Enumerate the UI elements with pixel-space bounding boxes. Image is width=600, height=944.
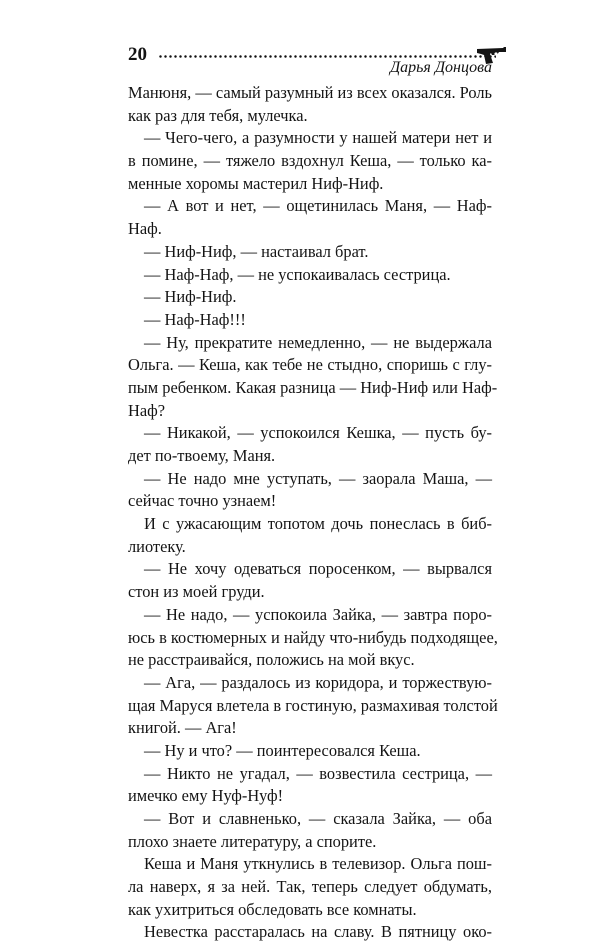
running-header xyxy=(128,44,506,74)
text-line: — Чего-чего, а разумности у нашей матери нет и xyxy=(144,128,492,148)
text-line: Ольга. — Кеша, как тебе не стыдно, споришь с глу- xyxy=(128,355,492,375)
text-line: — Не надо мне уступать, — заорала Маша, — xyxy=(144,468,492,488)
text-line: И с ужасающим топотом дочь понеслась в биб- xyxy=(144,514,492,534)
page-body xyxy=(128,82,498,944)
text-line: Невестка расстаралась на славу. В пятницу око- xyxy=(144,922,492,942)
text-line: — Ну и что? — поинтересовался Кеша. xyxy=(144,740,421,760)
text-line: как ухитриться обследовать все комнаты. xyxy=(128,899,417,919)
text-line: Наф? xyxy=(128,400,166,420)
text-line: — А вот и нет, — ощетинилась Маня, — Наф- xyxy=(144,196,492,216)
text-line: стон из моей груди. xyxy=(128,582,265,602)
text-line: — Вот и славненько, — сказала Зайка, — оба xyxy=(144,809,492,828)
text-line: — Наф-Наф!!! xyxy=(144,309,246,329)
text-line: плохо знаете литературу, а спорите. xyxy=(128,831,377,851)
page-number: 20 xyxy=(128,44,147,65)
text-line: как раз для тебя, мулечка. xyxy=(128,105,308,125)
text-line: Кеша и Маня уткнулись в телевизор. Ольга пош- xyxy=(144,854,492,874)
text-line: — Ниф-Ниф. xyxy=(144,287,237,307)
text-line: — Ниф-Ниф, — настаивал брат. xyxy=(144,241,369,261)
text-line: менные хоромы мастерил Ниф-Ниф. xyxy=(128,173,384,193)
text-line: имечко ему Нуф-Нуф! xyxy=(128,786,284,806)
dotted-rule xyxy=(158,55,496,58)
text-line: юсь в костюмерных и найду что-нибудь подходящее, xyxy=(128,627,498,647)
text-line: книгой. — Ага! xyxy=(128,718,237,738)
text-line: пым ребенком. Какая разница — Ниф-Ниф или Наф- xyxy=(128,377,498,397)
text-line: щая Маруся влетела в гостиную, размахивая толстой xyxy=(128,695,498,715)
text-line: лиотеку. xyxy=(128,536,186,556)
text-line: — Ну, прекратите немедленно, — не выдержала xyxy=(144,332,492,352)
text-line: — Не хочу одеваться поросенком, — вырвался xyxy=(144,559,492,579)
text-line: — Не надо, — успокоила Зайка, — завтра поро- xyxy=(144,604,492,624)
text-line: — Ага, — раздалось из коридора, и торжествую- xyxy=(144,672,492,692)
text-line: дет по-твоему, Маня. xyxy=(128,446,276,465)
text-line: Манюня, — самый разумный из всех оказался. Роль xyxy=(128,83,492,102)
text-line: — Никакой, — успокоился Кешка, — пусть бу- xyxy=(144,423,492,443)
text-line: сейчас точно узнаем! xyxy=(128,491,277,511)
author-name: Дарья Донцова xyxy=(389,59,492,76)
text-line: в помине, — тяжело вздохнул Кеша, — только ка- xyxy=(128,151,492,171)
text-line: — Наф-Наф, — не успокаивалась сестрица. xyxy=(144,264,451,284)
text-line: не расстраивайся, положись на мой вкус. xyxy=(128,650,415,670)
text-line: ла наверх, я за ней. Так, теперь следует обдумать, xyxy=(128,877,492,897)
text-line: — Никто не угадал, — возвестила сестрица, — xyxy=(144,763,492,783)
text-line: Наф. xyxy=(128,219,162,239)
